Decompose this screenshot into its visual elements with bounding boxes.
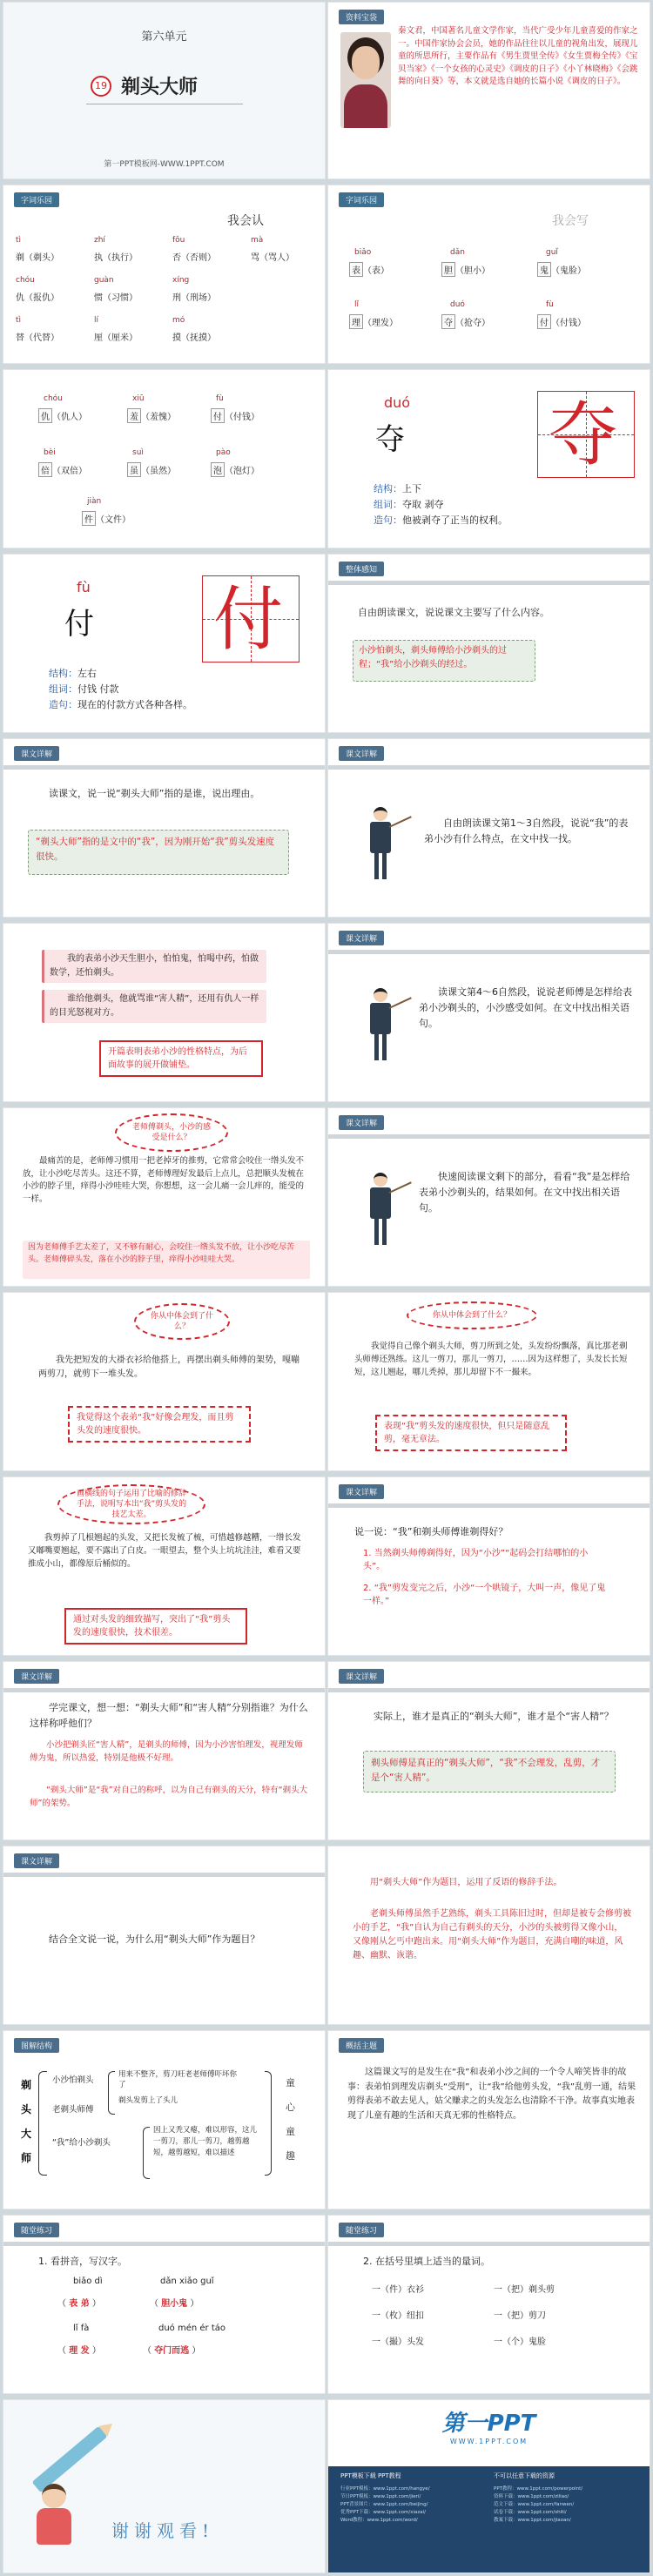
pinyin: chóu — [16, 276, 35, 285]
tianzige-box — [202, 575, 300, 662]
measure-item: 一（枚）纽扣 — [372, 2311, 424, 2321]
divider-bar — [328, 581, 650, 585]
word: 骂（骂人） — [251, 253, 294, 263]
teacher-figure — [363, 1173, 398, 1251]
divider-bar — [3, 1873, 325, 1877]
slide-text-2 — [3, 1107, 326, 1287]
ad-link[interactable]: 范文下载：www.1ppt.com/fanwen/ — [494, 2502, 575, 2507]
teacher-figure — [363, 988, 398, 1066]
answer-text: 小沙怕剃头，剃头师傅给小沙剃头的过程；“我”给小沙剃头的经过。 — [359, 646, 507, 669]
answer-1: （ 表 弟 ） — [57, 2299, 101, 2309]
pinyin: zhí — [94, 236, 105, 245]
word: 执（执行） — [94, 253, 138, 263]
char-pinyin: duó — [384, 394, 411, 411]
question: 1. 看拼音，写汉字。 — [38, 2256, 127, 2267]
char-small: 夺 — [375, 422, 405, 457]
section-tag: 随堂练习 — [14, 2223, 59, 2237]
thought-cloud: 老师傅剃头，小沙的感受是什么？ — [115, 1113, 228, 1152]
detail: 因上又秃又瘪，难以形容，这儿一剪刀，那儿一剪刀，越剪越短，越剪越短，难以描述 — [153, 2126, 258, 2157]
answer-2: “剃头大师”是“我”对自己的称呼，以为自己有剃头的天分，特有“剃头大师”的架势。 — [30, 1786, 308, 1808]
detail: 剃头发剪上了头儿 — [118, 2096, 178, 2105]
section-tag: 字词乐园 — [339, 192, 384, 207]
question: 自由朗读课文第1～3自然段，说说“我”的表弟小沙有什么特点，在文中找一找。 — [424, 817, 629, 844]
answer-box — [28, 830, 289, 875]
slide-recognize — [3, 185, 326, 364]
word: 摸（抚摸） — [172, 333, 216, 343]
title-char: 大 — [21, 2128, 32, 2140]
passage: 我觉得自己像个剃头大师，剪刀所到之处，头发纷纷飘落，真比那老剃头师傅还熟练。这儿一剪刀，那儿一剪刀，……因为这样想了，头发长长短短，这儿翘起，哪儿秃掉，那儿却留下不一撮来。 — [354, 1342, 628, 1377]
quote-text: 谁给他剃头，他就骂谁“害人精”，还用有仇人一样的目光怒视对方。 — [50, 994, 259, 1018]
char-pinyin: fù — [77, 579, 91, 595]
measure-item: 一（把）剪刀 — [494, 2311, 546, 2321]
slide-author — [327, 2, 650, 179]
measure-item: 一（把）剃头剪 — [494, 2285, 555, 2295]
word: 刑（刑场） — [172, 293, 216, 303]
pinyin: fù — [546, 300, 554, 309]
word: 仇（报仇） — [16, 293, 59, 303]
thought-cloud: 画横线的句子运用了比喻的修辞手法，说明写本出“我”剪头发的技艺太差。 — [57, 1484, 205, 1524]
words-line: 组词：夺取 剥夺 — [374, 499, 444, 510]
answer-1: 用“剃头大师”作为题目，运用了反语的修辞手法。 — [370, 1878, 562, 1887]
divider-bar — [328, 1134, 650, 1139]
pinyin: bèi — [44, 448, 56, 457]
divider-bar — [328, 950, 650, 954]
divider-bar — [3, 2242, 325, 2246]
thanks-text: 谢谢观看! — [111, 2520, 215, 2541]
bracket-right — [265, 2071, 272, 2176]
answer-box — [363, 1751, 616, 1792]
note-text: 我觉得这个表弟“我”好像会理发，而且剪头发的速度很快。 — [77, 1413, 234, 1436]
slide-detail-6 — [3, 1661, 326, 1840]
title-char: 师 — [21, 2152, 32, 2164]
ad-link[interactable]: 行业PPT模板：www.1ppt.com/hangye/ — [340, 2486, 430, 2492]
divider-bar — [3, 765, 325, 770]
question: 2. 在括号里填上适当的量词。 — [363, 2256, 490, 2267]
section-tag: 资料宝袋 — [339, 10, 384, 24]
slide-practice-2 — [327, 2215, 650, 2394]
word: 厘（厘米） — [94, 333, 138, 343]
theme-col — [286, 2071, 298, 2169]
slide-char-fu — [3, 554, 326, 733]
question: 自由朗读课文，说说课文主要写了什么内容。 — [358, 607, 549, 618]
child-figure — [30, 2484, 78, 2553]
word: 替（代替） — [16, 333, 59, 343]
highlight-text: 因为老师傅手艺太差了，又不够有耐心，会咬住一绺头发不放，让小沙吃尽苦头。老师傅碎头发，落在小沙的脖子里，痒得小沙哇哇大哭。 — [28, 1243, 295, 1264]
pinyin: lí — [94, 316, 99, 325]
char-pair: 泡 （泡灯） — [211, 462, 259, 477]
thought-cloud: 你从中体会到了什么？ — [134, 1303, 230, 1340]
passage: 我先把短发的大褂衣衫给他搭上，再摆出剃头师傅的架势，嘎嘣两剪刀，就剪下一堆头发。 — [38, 1355, 300, 1379]
section-tag: 图解结构 — [14, 2038, 59, 2053]
section-tag: 课文详解 — [339, 746, 384, 761]
divider-bar — [3, 1688, 325, 1692]
note-text: 开篇表明表弟小沙的性格特点，为后面故事的展开做铺垫。 — [108, 1047, 247, 1070]
quote-box-1 — [42, 950, 266, 983]
section-tag: 课文详解 — [14, 1853, 59, 1868]
ad-links-left — [340, 2485, 480, 2525]
pinyin: mó — [172, 316, 185, 325]
slide-detail-5 — [327, 1476, 650, 1656]
char-pair: 件 （文件） — [82, 511, 131, 526]
ad-heading-2: 不可以任意下载的资源 — [494, 2472, 555, 2479]
slide-thanks — [3, 2399, 326, 2573]
note-text: 表现“我”剪头发的速度很快，但只是随意乱剪，毫无章法。 — [384, 1422, 550, 1444]
char-large: 付 — [213, 579, 283, 660]
answer-text: “剃头大师”指的是文中的“我”，因为刚开始“我”剪头发速度很快。 — [36, 837, 275, 862]
section-tag: 课文详解 — [14, 1669, 59, 1684]
slide-ad — [327, 2399, 650, 2573]
ad-link[interactable]: PPT教程：www.1ppt.com/powerpoint/ — [494, 2486, 583, 2492]
pinyin: tì — [16, 236, 22, 245]
char-pair: 胆 （胆小） — [441, 262, 490, 277]
pinyin: pào — [216, 448, 231, 457]
bracket-2 — [108, 2071, 115, 2115]
slide-detail-3 — [327, 923, 650, 1102]
slide-text-3 — [3, 1292, 326, 1471]
structure-line: 结构：上下 — [374, 483, 421, 494]
slide-write — [327, 185, 650, 364]
char-pair: 表 （表） — [349, 262, 389, 277]
note-box — [64, 1608, 247, 1644]
ad-link[interactable]: 试卷下载：www.1ppt.com/shiti/ — [494, 2510, 567, 2515]
thought-cloud: 你从中体会到了什么？ — [407, 1301, 537, 1329]
passage: 我剪掉了几根翘起的头发，又把长发梳了梳，可惜越修越糟，一绺长发又嘟嘴要翘起，要不露出了白皮。一眼望去，整个头上坑坑洼洼，难看又要推成小山，都像原后桶似的。 — [28, 1533, 301, 1569]
detail: 用来不整齐，剪刀旺老老师傅吓坏你了 — [118, 2070, 238, 2089]
node: 老剃头师傅 — [52, 2105, 94, 2115]
bracket — [38, 2071, 47, 2176]
ad-link[interactable]: PPT背景图片：www.1ppt.com/beijing/ — [340, 2502, 428, 2507]
pencil-illustration — [32, 2426, 108, 2493]
note-box — [375, 1415, 567, 1451]
logo-url: WWW.1PPT.COM — [449, 2438, 528, 2445]
char-pair: 羞 （羞愧） — [127, 408, 176, 423]
char-large: 夺 — [549, 394, 618, 475]
slide-text-4 — [327, 1292, 650, 1471]
section-tag: 课文详解 — [14, 746, 59, 761]
pinyin: lǐ fà — [73, 2324, 90, 2333]
section-tag: 课文详解 — [339, 1669, 384, 1684]
ad-link[interactable]: 节日PPT模板：www.1ppt.com/jieri/ — [340, 2494, 421, 2499]
section-tag: 整体感知 — [339, 562, 384, 576]
pinyin: fù — [216, 394, 224, 403]
logo — [328, 2405, 650, 2445]
answer-2: 2. “我”剪发变完之后，小沙“一个哄镜子，大叫一声，像见了鬼一样。” — [363, 1584, 606, 1606]
char-pair: 仇 （仇人） — [38, 408, 87, 423]
subheading: 我会写 — [552, 214, 589, 228]
unit-label: 第六单元 — [141, 30, 187, 44]
word: 剃（剃头） — [16, 253, 59, 263]
slide-detail-8 — [3, 1846, 326, 2025]
pinyin: xiū — [132, 394, 145, 403]
author-photo — [340, 32, 391, 128]
ad-heading-1: PPT模板下载 PPT教程 — [340, 2472, 401, 2479]
structure-title-col — [21, 2073, 33, 2170]
answer-text: 剃头师傅是真正的“剃头大师”，“我”不会理发，乱剪，才是个“害人精”。 — [371, 1758, 601, 1783]
note-box — [99, 1040, 263, 1077]
answer-3: （ 理 发 ） — [57, 2346, 101, 2356]
lesson-title: 剃头大师 — [121, 76, 199, 98]
section-tag: 随堂练习 — [339, 2223, 384, 2237]
pinyin: chóu — [44, 394, 63, 403]
word: 惯（习惯） — [94, 293, 138, 303]
title-char: 头 — [21, 2103, 32, 2115]
passage: 最痛苦的是，老师傅习惯用一把老掉牙的推剪，它常常会咬住一绺头发不放，让小沙吃尽苦头。这还不算，老师傅理好发最后上点儿，总把顺头发梳在小沙的脖子里，痒得小沙哇哇大哭，你想想，这一会儿痛一会儿痒的，能受的一样。 — [23, 1156, 305, 1204]
measure-item: 一（件）衣衫 — [372, 2285, 424, 2295]
char-pair: 鬼 （鬼脸） — [537, 262, 586, 277]
teacher-figure — [363, 807, 398, 885]
question: 快速阅读课文剩下的部分，看看“我”是怎样给表弟小沙剃头的，结果如何。在文中找出相关语句。 — [419, 1171, 630, 1214]
theme-char: 趣 — [286, 2150, 295, 2162]
words-line: 组词：付钱 付款 — [49, 683, 119, 695]
author-bio: 秦文君，中国著名儿童文学作家，当代广受少年儿童喜爱的作家之一。中国作家协会会员，她的作品往往以儿童的视角出发，展现儿童的所思所行，主要作品有《男生贾里全传》《女生贾梅全传》《宝贝当家》《一个女孩的心灵史》《调皮的日子》《小丫林晓梅》《会跳舞的向日葵》等，本文就是选自她的长篇小说《调皮的日子》。 — [398, 26, 638, 86]
pinyin: biǎo — [354, 248, 372, 257]
pinyin: jiàn — [87, 497, 102, 506]
word: 否（否则） — [172, 253, 216, 263]
char-small: 付 — [64, 607, 94, 642]
divider-bar — [328, 765, 650, 770]
answer-1: 小沙把剃头匠“害人精”，是剃头的师傅，因为小沙害怕理发，视理发师傅为鬼，所以热爱，特别是他极不好理。 — [30, 1740, 303, 1763]
node: 小沙怕剃头 — [52, 2075, 94, 2085]
slide-practice-1 — [3, 2215, 326, 2394]
highlight-box — [23, 1241, 310, 1279]
subheading: 我会认 — [227, 214, 264, 228]
quote-box-2 — [42, 990, 266, 1023]
site-credit: 第一PPT模板网-WWW.1PPT.COM — [104, 160, 225, 169]
pinyin: suì — [132, 448, 144, 457]
pinyin: duó mén ér táo — [158, 2324, 226, 2333]
measure-item: 一（个）鬼脸 — [494, 2337, 546, 2347]
theme-char: 童 — [286, 2126, 295, 2137]
slide-detail-1 — [3, 738, 326, 918]
pinyin: guǐ — [546, 248, 558, 257]
pinyin: tì — [16, 316, 22, 325]
ad-link[interactable]: 资料下载：www.1ppt.com/ziliao/ — [494, 2494, 569, 2499]
slide-text-5 — [3, 1476, 326, 1656]
bracket-3 — [143, 2127, 150, 2179]
question: 实际上，谁才是真正的“剃头大师”，谁才是个“害人精”？ — [374, 1711, 614, 1722]
quote-text: 我的表弟小沙天生胆小，怕怕鬼，怕喝中药，怕做数学，还怕剃头。 — [50, 954, 259, 978]
answer-1: 1. 当然剃头师傅剃得好，因为“小沙”“起码会打结哪怕的小头”。 — [363, 1549, 589, 1571]
ad-links-right — [494, 2485, 642, 2525]
ad-panel — [328, 2466, 650, 2573]
pinyin: mà — [251, 236, 264, 245]
section-tag: 课文详解 — [339, 931, 384, 945]
logo-text: 第一PPT — [441, 2411, 536, 2437]
pinyin: biǎo dì — [73, 2277, 103, 2286]
divider-bar — [328, 1503, 650, 1508]
structure-line: 结构：左右 — [49, 668, 97, 679]
pinyin: xíng — [172, 276, 190, 285]
pinyin: dǎn xiǎo guǐ — [160, 2277, 214, 2286]
divider-bar — [328, 1688, 650, 1692]
measure-item: 一（撮）头发 — [372, 2337, 424, 2347]
slide-answer-title — [327, 1846, 650, 2025]
question: 学完课文，想一想：“剃头大师”和“害人精”分别指谁？为什么这样称呼他们？ — [30, 1702, 308, 1729]
char-pair: 夺 （抢夺） — [441, 314, 490, 329]
question: 读课文第4～6自然段，说说老师傅是怎样给表弟小沙剃头的，小沙感受如何。在文中找出相关语句。 — [419, 986, 632, 1029]
slide-theme — [327, 2030, 650, 2209]
char-pair: 虽 （虽然） — [127, 462, 176, 477]
slide-detail-2 — [327, 738, 650, 918]
pinyin: lǐ — [354, 300, 360, 309]
question: 说一说：“我”和剃头师傅谁剃得好？ — [354, 1526, 508, 1537]
slide-title — [3, 2, 326, 179]
ad-link[interactable]: Word教程：www.1ppt.com/word/ — [340, 2518, 418, 2523]
node: “我”给小沙剃头 — [52, 2138, 111, 2148]
pinyin: guàn — [94, 276, 114, 285]
lesson-number-badge — [91, 76, 111, 97]
answer-2: （ 胆小鬼 ） — [150, 2299, 199, 2309]
lesson-number: 19 — [95, 80, 107, 91]
slide-detail-4 — [327, 1107, 650, 1287]
slide-overview — [327, 554, 650, 733]
pinyin: dǎn — [450, 248, 465, 257]
theme-char: 心 — [286, 2102, 295, 2113]
section-tag: 课文详解 — [339, 1484, 384, 1499]
note-text: 通过对头发的细致描写，突出了“我”剪头发的速度很快，技术很差。 — [73, 1615, 231, 1638]
slide-text-1 — [3, 923, 326, 1102]
theme-text: 这篇课文写的是发生在“我”和表弟小沙之间的一个令人啼笑皆非的故事：表弟怕到理发店剃头“受刑”，让“我”给他剪头发，“我”乱剪一通，结果剪得表弟不敢去见人，姑父赚求之的头发怎么也清除不干净。故事真实地表现了儿童有趣的生活和天真无邪的性格特点。 — [347, 2068, 636, 2121]
ad-link[interactable]: 优秀PPT下载：www.1ppt.com/xiazai/ — [340, 2510, 427, 2515]
sentence-line: 造句：现在的付款方式各种各样。 — [49, 699, 192, 710]
slide-write-2 — [3, 369, 326, 548]
slide-structure — [3, 2030, 326, 2209]
char-pair: 付 （付钱） — [537, 314, 586, 329]
slide-char-duo — [327, 369, 650, 548]
char-pair: 付 （付钱） — [211, 408, 259, 423]
answer-4: （ 夺门而逃 ） — [143, 2346, 201, 2356]
sentence-line: 造句：他被剥夺了正当的权利。 — [374, 515, 508, 526]
answer-2: 老剃头师傅虽然手艺熟练，剃头工具陈旧过时，但却是被专会修剪被小的手艺，“我”自认为自己有剃头的天分，小沙的头被剪得又像小山，又像刚从乞丐中跑出来。用“剃头大师”作为题目，充满自嘲的味道，风趣、幽默、诙谐。 — [353, 1909, 631, 1961]
ad-link[interactable]: 教案下载：www.1ppt.com/jiaoan/ — [494, 2518, 571, 2523]
theme-char: 童 — [286, 2077, 295, 2088]
note-box — [68, 1406, 251, 1443]
char-pair: 理 （理发） — [349, 314, 398, 329]
title-char: 剃 — [21, 2079, 32, 2091]
pinyin: duó — [450, 300, 465, 309]
section-tag: 字词乐园 — [14, 192, 59, 207]
answer-box — [353, 640, 535, 682]
question: 读课文，说一说“剃头大师”指的是谁，说出理由。 — [49, 788, 260, 799]
pinyin: fǒu — [172, 236, 185, 245]
section-tag: 概括主题 — [339, 2038, 384, 2053]
char-pair: 倍 （双倍） — [38, 462, 87, 477]
slide-detail-7 — [327, 1661, 650, 1840]
question: 结合全文说一说，为什么用“剃头大师”作为题目？ — [49, 1934, 260, 1945]
section-tag: 课文详解 — [339, 1115, 384, 1130]
divider-bar — [328, 2242, 650, 2246]
tianzige-box — [537, 391, 635, 478]
